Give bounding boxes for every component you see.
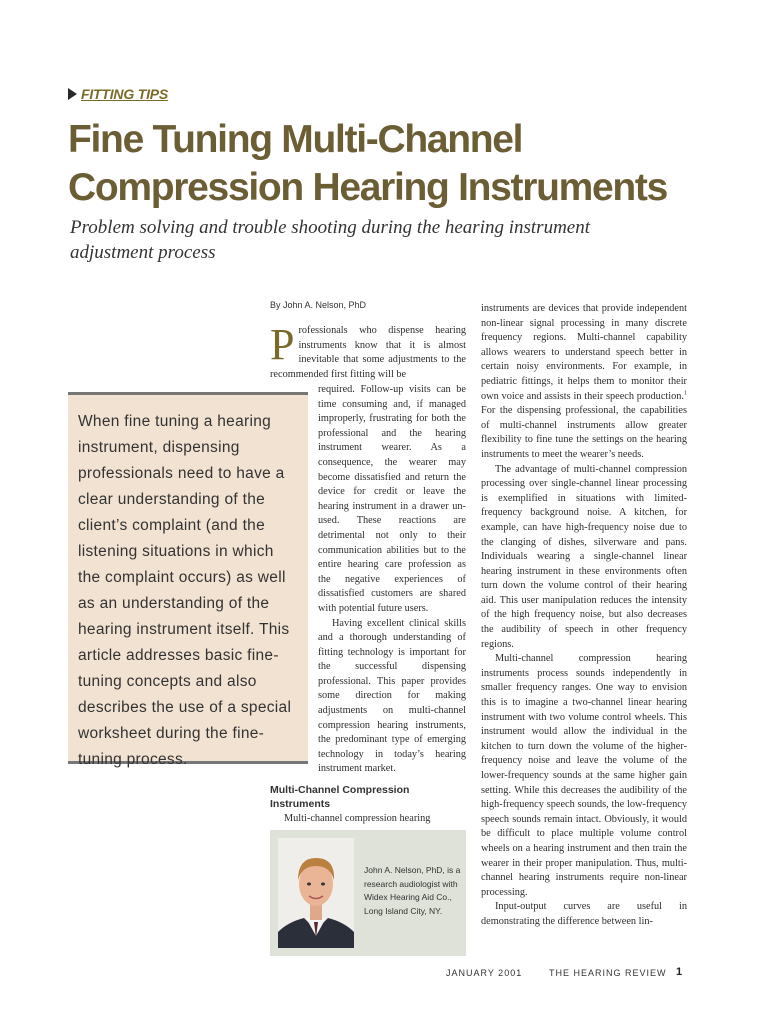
intro-lead-text: rofessionals who dispense hearing instruments know that it is almost inevitable that some adjustments to the recommended first fitting will be: [270, 325, 466, 380]
right-paragraph-1: instruments are devices that provide independent non-linear signal processing in many discrete frequency regions. Multi-channel capability allows wearers to understand speech better in certain noisy environments. For example, in pediatric fittings, it helps them to monitor their own voice and assists in their speech production.$^1$ For the dispensing professional, the capabilities of multi-channel instruments allow greater flexibility to fine tune the settings on the hearing instruments to meet the wearer’s needs.: [481, 303, 687, 460]
byline: By John A. Nelson, PhD: [270, 300, 367, 310]
author-bio-text: John A. Nelson, PhD, is a research audiologist with Widex Hearing Aid Co., Long Island City, NY.: [364, 865, 461, 916]
right-paragraph-2: The advantage of multi-channel compression processing over single-channel linear processing is exemplified in situations with limited-frequency background noise. A kitchen, for example, can have high-frequency noise due to the clanging of dishes, silverware and pans. Individuals wearing a single-channel linear hearing instrument in these environments often turn down the volume control of their hearing aid. This user manipulation reduces the intensity of the high frequency noise, but also decreases the audibility of speech in other frequency regions.: [481, 463, 687, 650]
intro-body: [318, 383, 466, 777]
intro-paragraph-2: Having excellent clinical skills and a thorough understanding of fitting technology is important for the successful dispensing professional. This paper provides some direction for making adjustments on multi-channel compression hearing instruments, the predominant type of emerging technology in today’s hearing instrument market.: [318, 617, 466, 775]
intro-lead: [270, 320, 466, 382]
footnote-marker: 1: [684, 390, 687, 397]
section-heading: Multi-Channel Compression Instruments: [270, 784, 410, 810]
kicker-label: FITTING TIPS: [81, 86, 169, 102]
author-photo: [278, 838, 354, 948]
author-bio-box: [270, 830, 466, 956]
pull-quote-text: When fine tuning a hearing instrument, dispensing professionals need to have a clear understanding of the client’s complaint (and the listening situations in which the complaint occurs) as well as an understanding of the hearing instrument itself. This article addresses basic fine-tuning concepts and also describes the use of a special worksheet during the fine-tuning process.: [78, 413, 292, 768]
section-first-line-text: Multi-channel compression hearing: [284, 813, 431, 824]
triangle-bullet-icon: [68, 88, 77, 100]
pull-quote-box: [68, 392, 308, 768]
article-title: Fine Tuning Multi-Channel Compression Hearing Instruments: [68, 118, 667, 209]
footer-date: JANUARY 2001: [446, 968, 523, 978]
author-portrait-image: [278, 838, 354, 948]
right-paragraph-4: Input-output curves are useful in demonstrating the difference between lin-: [481, 901, 687, 927]
right-paragraph-3: Multi-channel compression hearing instruments process sounds independently in smaller frequency ranges. One way to envision this is to imagine a two-channel linear hearing instrument with two volume control wheels. This instrument would allow the individual in the kitchen to turn down the volume of the higher-frequency noise and leave the volume of the lower-frequency sounds at the same higher gain setting. While this decreases the audibility of the high-frequency speech sounds, the low-frequency speech sounds remain intact. Obviously, it would be difficult to place multiple volume control wheels on a hearing instrument and then train the wearer in their proper manipulation. Thus, multi-channel hearing instruments require non-linear processing.: [481, 653, 687, 898]
page-number: 1: [676, 966, 683, 978]
article-subtitle: Problem solving and trouble shooting during the hearing instrument adjustment process: [70, 217, 591, 263]
section-kicker: [68, 84, 168, 104]
intro-paragraph-1: required. Follow-up visits can be time consuming and, if managed improperly, frustrating for both the professional and the hearing instrument wearer. As a consequence, the wearer may become dissatisfied and return the device for credit or leave the hearing instrument in a drawer un-used. These reactions are detrimental not only to their communication abilities but to the entire hearing care profession as the negative experiences of dissatisfied customers are shared with potential future users.: [318, 384, 466, 614]
footer-journal: THE HEARING REVIEW: [549, 968, 667, 978]
section-first-line: [270, 812, 466, 827]
right-column: [481, 302, 687, 930]
drop-cap: P: [270, 320, 295, 369]
